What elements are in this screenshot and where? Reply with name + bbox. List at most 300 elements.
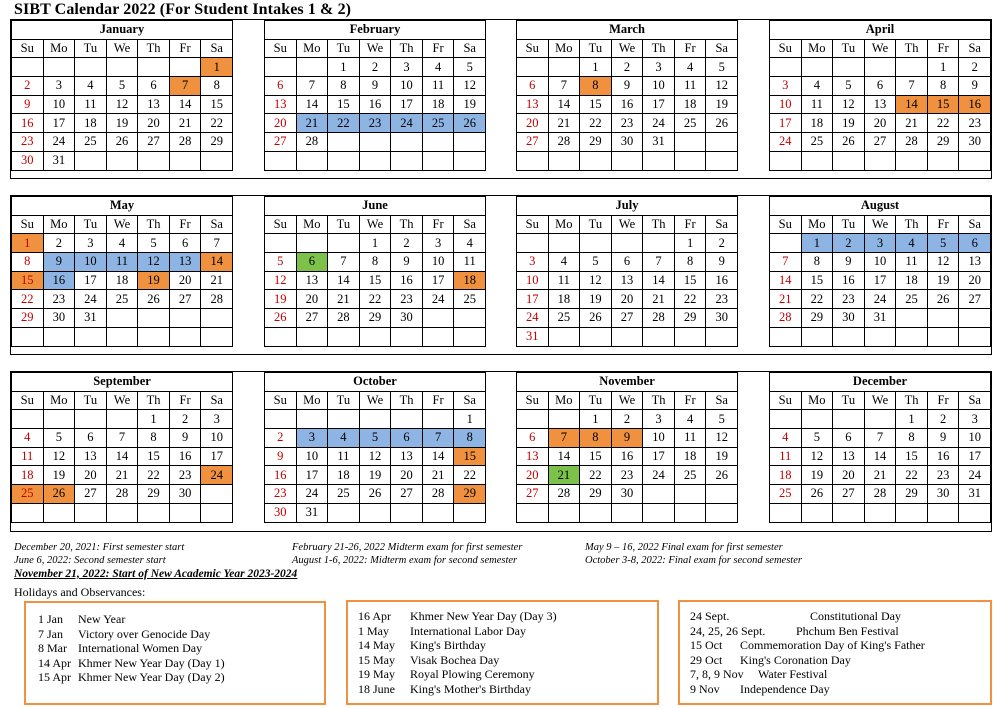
weekday-label: Th (138, 215, 170, 234)
note-line: August 1-6, 2022: Midterm exam for second semester (292, 555, 518, 566)
day-cell: 11 (896, 253, 928, 272)
day-cell: 21 (106, 466, 138, 485)
day-cell: 29 (201, 133, 233, 152)
weekday-label: We (359, 391, 391, 410)
empty-cell (864, 503, 896, 522)
day-cell: 20 (169, 271, 201, 290)
day-cell: 14 (864, 447, 896, 466)
weekday-label: We (359, 39, 391, 58)
day-cell: 24 (75, 290, 107, 309)
day-cell: 21 (296, 114, 328, 133)
weekday-label: Sa (959, 391, 991, 410)
day-cell: 15 (328, 95, 360, 114)
day-cell: 23 (927, 466, 959, 485)
holiday-name: King's Mother's Birthday (410, 681, 531, 696)
day-cell: 17 (517, 290, 549, 309)
day-cell: 28 (328, 309, 360, 328)
day-cell: 6 (169, 234, 201, 253)
day-cell: 31 (43, 151, 75, 170)
empty-cell (391, 151, 423, 170)
weekday-label: Mo (548, 215, 580, 234)
day-cell: 27 (75, 485, 107, 504)
weekday-label: Th (391, 215, 423, 234)
day-cell: 22 (359, 290, 391, 309)
day-cell: 6 (517, 77, 549, 96)
holiday-row (680, 667, 990, 682)
weekday-label: Su (265, 391, 297, 410)
weekday-label: Sa (706, 215, 738, 234)
weekday-label: Th (896, 391, 928, 410)
day-cell: 13 (833, 447, 865, 466)
day-cell: 13 (138, 95, 170, 114)
day-cell: 19 (454, 95, 486, 114)
day-cell: 19 (706, 95, 738, 114)
day-cell: 24 (643, 114, 675, 133)
empty-cell (959, 151, 991, 170)
day-cell: 12 (265, 271, 297, 290)
day-cell: 22 (896, 466, 928, 485)
holiday-name: Victory over Genocide Day (78, 626, 211, 641)
empty-cell (580, 327, 612, 346)
day-cell: 25 (801, 133, 833, 152)
day-cell: 13 (296, 271, 328, 290)
day-cell: 7 (643, 253, 675, 272)
holiday-date: 29 Oct (690, 652, 723, 667)
day-cell: 16 (959, 95, 991, 114)
empty-cell (328, 503, 360, 522)
day-cell: 15 (454, 447, 486, 466)
note-line: December 20, 2021: First semester start (14, 542, 185, 553)
day-cell: 9 (927, 429, 959, 448)
weekday-label: Tu (328, 215, 360, 234)
day-cell: 8 (328, 77, 360, 96)
day-cell: 27 (833, 485, 865, 504)
day-cell: 16 (611, 447, 643, 466)
empty-cell (548, 234, 580, 253)
day-cell: 6 (833, 429, 865, 448)
weekday-label: Tu (580, 39, 612, 58)
day-cell: 17 (422, 271, 454, 290)
holiday-date: 14 May (358, 638, 395, 653)
day-cell: 2 (265, 429, 297, 448)
day-cell: 6 (864, 77, 896, 96)
weekday-label: Th (391, 39, 423, 58)
day-cell: 13 (864, 95, 896, 114)
day-cell: 18 (801, 114, 833, 133)
weekday-label: Su (517, 39, 549, 58)
day-cell: 11 (801, 95, 833, 114)
month-june (264, 196, 486, 347)
holiday-date: 18 June (358, 681, 395, 696)
weekday-label: Th (643, 39, 675, 58)
day-cell: 27 (169, 290, 201, 309)
holiday-name: Royal Plowing Ceremony (410, 667, 535, 682)
day-cell: 22 (328, 114, 360, 133)
empty-cell (359, 503, 391, 522)
notes-col-1 (14, 541, 184, 567)
day-cell: 14 (328, 271, 360, 290)
month-november (516, 372, 738, 523)
weekday-label: Fr (169, 39, 201, 58)
day-cell: 25 (674, 466, 706, 485)
day-cell: 3 (643, 58, 675, 77)
day-cell: 21 (770, 290, 802, 309)
empty-cell (864, 410, 896, 429)
empty-cell (643, 485, 675, 504)
day-cell: 13 (517, 447, 549, 466)
day-cell: 19 (706, 447, 738, 466)
month-name: April (770, 21, 991, 40)
day-cell: 11 (770, 447, 802, 466)
weekday-label: Th (391, 391, 423, 410)
day-cell: 7 (770, 253, 802, 272)
day-cell: 24 (201, 466, 233, 485)
day-cell: 13 (75, 447, 107, 466)
empty-cell (391, 327, 423, 346)
day-cell: 23 (706, 290, 738, 309)
day-cell: 16 (833, 271, 865, 290)
weekday-label: Mo (43, 215, 75, 234)
day-cell: 1 (927, 58, 959, 77)
day-cell: 8 (674, 253, 706, 272)
empty-cell (517, 234, 549, 253)
weekday-label: Tu (75, 391, 107, 410)
day-cell: 25 (12, 485, 44, 504)
day-cell: 10 (517, 271, 549, 290)
day-cell: 5 (927, 234, 959, 253)
day-cell: 29 (138, 485, 170, 504)
day-cell: 30 (391, 309, 423, 328)
day-cell: 20 (959, 271, 991, 290)
weekday-label: Sa (959, 215, 991, 234)
day-cell: 30 (959, 133, 991, 152)
day-cell: 23 (833, 290, 865, 309)
empty-cell (75, 327, 107, 346)
day-cell: 24 (391, 114, 423, 133)
day-cell: 18 (896, 271, 928, 290)
day-cell: 22 (580, 466, 612, 485)
day-cell: 17 (391, 95, 423, 114)
holiday-box-3 (678, 600, 992, 705)
day-cell: 8 (801, 253, 833, 272)
day-cell: 3 (864, 234, 896, 253)
day-cell: 9 (169, 429, 201, 448)
day-cell: 16 (265, 466, 297, 485)
day-cell: 27 (265, 133, 297, 152)
empty-cell (959, 327, 991, 346)
empty-cell (12, 410, 44, 429)
empty-cell (927, 151, 959, 170)
day-cell: 3 (391, 58, 423, 77)
note-line: May 9 – 16, 2022 Final exam for first semester (585, 542, 783, 553)
day-cell: 21 (548, 466, 580, 485)
weekday-label: Fr (927, 391, 959, 410)
day-cell: 19 (927, 271, 959, 290)
empty-cell (959, 503, 991, 522)
page-title: SIBT Calendar 2022 (For Student Intakes 1 & 2) (14, 1, 352, 18)
empty-cell (12, 327, 44, 346)
holiday-date: 7, 8, 9 Nov (690, 667, 744, 682)
day-cell: 27 (296, 309, 328, 328)
empty-cell (169, 327, 201, 346)
empty-cell (454, 309, 486, 328)
empty-cell (801, 327, 833, 346)
day-cell: 22 (927, 114, 959, 133)
day-cell: 3 (43, 77, 75, 96)
day-cell: 29 (580, 485, 612, 504)
day-cell: 4 (674, 58, 706, 77)
empty-cell (12, 503, 44, 522)
empty-cell (43, 503, 75, 522)
holiday-name: Water Festival (758, 667, 828, 682)
empty-cell (517, 151, 549, 170)
weekday-label: Fr (169, 391, 201, 410)
weekday-label: Fr (169, 215, 201, 234)
day-cell: 18 (770, 466, 802, 485)
empty-cell (833, 151, 865, 170)
day-cell: 29 (454, 485, 486, 504)
empty-cell (770, 503, 802, 522)
holiday-row (680, 653, 990, 668)
day-cell: 12 (106, 95, 138, 114)
month-august (769, 196, 991, 347)
day-cell: 3 (422, 234, 454, 253)
day-cell: 4 (454, 234, 486, 253)
day-cell: 4 (422, 58, 454, 77)
day-cell: 24 (422, 290, 454, 309)
day-cell: 11 (454, 253, 486, 272)
weekday-label: Th (643, 215, 675, 234)
day-cell: 31 (643, 133, 675, 152)
empty-cell (517, 58, 549, 77)
day-cell: 18 (548, 290, 580, 309)
weekday-label: Th (643, 391, 675, 410)
day-cell: 14 (201, 253, 233, 272)
month-name: July (517, 197, 738, 216)
empty-cell (896, 503, 928, 522)
empty-cell (706, 485, 738, 504)
day-cell: 9 (265, 447, 297, 466)
holiday-name: Phchum Ben Festival (796, 623, 899, 638)
day-cell: 2 (833, 234, 865, 253)
holiday-row (26, 627, 324, 642)
day-cell: 29 (674, 309, 706, 328)
empty-cell (296, 410, 328, 429)
day-cell: 26 (106, 133, 138, 152)
day-cell: 16 (12, 114, 44, 133)
day-cell: 3 (75, 234, 107, 253)
day-cell: 1 (138, 410, 170, 429)
day-cell: 28 (169, 133, 201, 152)
empty-cell (201, 503, 233, 522)
day-cell: 5 (801, 429, 833, 448)
empty-cell (611, 503, 643, 522)
weekday-label: Mo (801, 39, 833, 58)
empty-cell (896, 58, 928, 77)
holiday-date: 24 Sept. (690, 609, 730, 623)
day-cell: 21 (643, 290, 675, 309)
day-cell: 30 (265, 503, 297, 522)
day-cell: 24 (517, 309, 549, 328)
day-cell: 20 (391, 466, 423, 485)
weekday-label: Su (265, 215, 297, 234)
holiday-name: Constitutional Day (810, 609, 901, 623)
day-cell: 23 (43, 290, 75, 309)
holidays-heading: Holidays and Observances: (14, 585, 146, 599)
day-cell: 4 (770, 429, 802, 448)
day-cell: 29 (927, 133, 959, 152)
day-cell: 5 (454, 58, 486, 77)
day-cell: 15 (138, 447, 170, 466)
day-cell: 25 (422, 114, 454, 133)
empty-cell (706, 133, 738, 152)
day-cell: 1 (580, 58, 612, 77)
day-cell: 4 (328, 429, 360, 448)
day-cell: 27 (391, 485, 423, 504)
day-cell: 14 (643, 271, 675, 290)
day-cell: 21 (896, 114, 928, 133)
holiday-row (680, 638, 990, 653)
day-cell: 11 (12, 447, 44, 466)
empty-cell (706, 327, 738, 346)
empty-cell (548, 327, 580, 346)
holiday-row (26, 670, 324, 685)
weekday-label: Fr (422, 215, 454, 234)
day-cell: 4 (12, 429, 44, 448)
month-name: February (265, 21, 486, 40)
weekday-label: Tu (75, 39, 107, 58)
weekday-label: Tu (580, 391, 612, 410)
day-cell: 15 (580, 95, 612, 114)
day-cell: 17 (643, 447, 675, 466)
day-cell: 26 (580, 309, 612, 328)
day-cell: 1 (674, 234, 706, 253)
empty-cell (106, 58, 138, 77)
day-cell: 12 (801, 447, 833, 466)
day-cell: 24 (43, 133, 75, 152)
empty-cell (138, 309, 170, 328)
weekday-label: We (611, 39, 643, 58)
holiday-row (348, 609, 657, 624)
day-cell: 7 (422, 429, 454, 448)
day-cell: 28 (422, 485, 454, 504)
weekday-label: We (106, 391, 138, 410)
day-cell: 23 (959, 114, 991, 133)
day-cell: 12 (43, 447, 75, 466)
day-cell: 30 (611, 133, 643, 152)
weekday-label: Sa (454, 39, 486, 58)
day-cell: 5 (706, 410, 738, 429)
holiday-name: International Women Day (78, 641, 203, 656)
weekday-label: Sa (454, 391, 486, 410)
empty-cell (706, 151, 738, 170)
day-cell: 22 (580, 114, 612, 133)
day-cell: 25 (896, 290, 928, 309)
day-cell: 3 (770, 77, 802, 96)
empty-cell (674, 503, 706, 522)
day-cell: 28 (548, 133, 580, 152)
holiday-row (348, 667, 657, 682)
weekday-label: Tu (833, 391, 865, 410)
day-cell: 1 (454, 410, 486, 429)
weekday-label: Th (896, 215, 928, 234)
empty-cell (643, 151, 675, 170)
day-cell: 8 (454, 429, 486, 448)
day-cell: 9 (611, 429, 643, 448)
day-cell: 8 (138, 429, 170, 448)
holiday-name: King's Birthday (410, 638, 486, 653)
empty-cell (580, 151, 612, 170)
day-cell: 30 (611, 485, 643, 504)
day-cell: 2 (611, 58, 643, 77)
holiday-row (348, 653, 657, 668)
day-cell: 15 (927, 95, 959, 114)
month-september (11, 372, 233, 523)
day-cell: 14 (296, 95, 328, 114)
day-cell: 18 (328, 466, 360, 485)
day-cell: 28 (296, 133, 328, 152)
day-cell: 22 (674, 290, 706, 309)
day-cell: 10 (43, 95, 75, 114)
weekday-label: Th (138, 39, 170, 58)
empty-cell (643, 327, 675, 346)
holiday-row (26, 656, 324, 671)
weekday-label: Su (12, 215, 44, 234)
day-cell: 7 (896, 77, 928, 96)
empty-cell (801, 503, 833, 522)
day-cell: 15 (580, 447, 612, 466)
empty-cell (138, 503, 170, 522)
weekday-label: Sa (201, 391, 233, 410)
holiday-name: Independence Day (740, 681, 830, 696)
day-cell: 10 (864, 253, 896, 272)
day-cell: 31 (864, 309, 896, 328)
weekday-label: Fr (927, 215, 959, 234)
empty-cell (833, 327, 865, 346)
month-name: September (12, 373, 233, 392)
holiday-name: King's Coronation Day (740, 652, 851, 667)
day-cell: 2 (12, 77, 44, 96)
day-cell: 12 (706, 429, 738, 448)
weekday-label: Tu (833, 39, 865, 58)
day-cell: 17 (770, 114, 802, 133)
day-cell: 8 (201, 77, 233, 96)
day-cell: 9 (959, 77, 991, 96)
day-cell: 2 (611, 410, 643, 429)
day-cell: 4 (896, 234, 928, 253)
new-academic-year-note: November 21, 2022: Start of New Academic Year 2023-2024 (14, 568, 298, 580)
day-cell: 19 (43, 466, 75, 485)
day-cell: 24 (959, 466, 991, 485)
day-cell: 20 (138, 114, 170, 133)
day-cell: 5 (106, 77, 138, 96)
day-cell: 16 (391, 271, 423, 290)
holiday-date: 19 May (358, 667, 395, 682)
empty-cell (265, 151, 297, 170)
day-cell: 14 (770, 271, 802, 290)
day-cell: 15 (674, 271, 706, 290)
day-cell: 10 (959, 429, 991, 448)
month-name: November (517, 373, 738, 392)
day-cell: 4 (106, 234, 138, 253)
day-cell: 26 (43, 485, 75, 504)
month-may (11, 196, 233, 347)
day-cell: 20 (517, 114, 549, 133)
weekday-label: Mo (801, 215, 833, 234)
weekday-label: Th (896, 39, 928, 58)
day-cell: 19 (833, 114, 865, 133)
day-cell: 20 (296, 290, 328, 309)
